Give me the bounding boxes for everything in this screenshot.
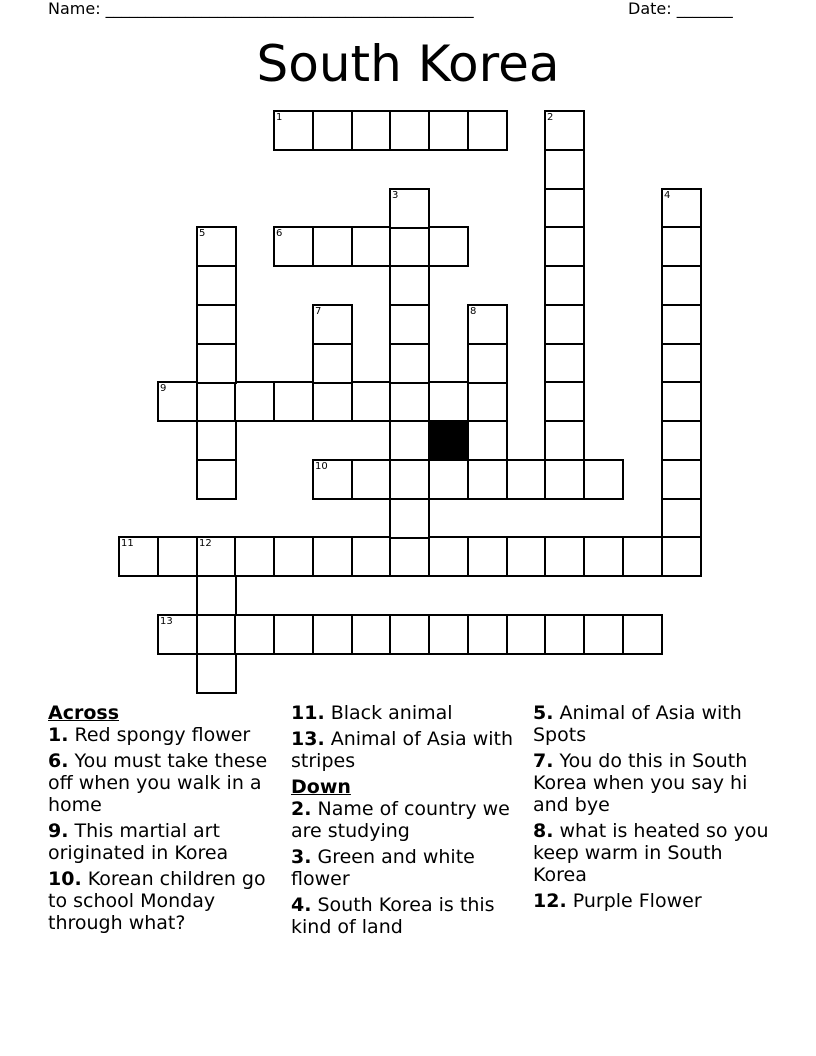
clue-number-label: 11 [121, 538, 134, 549]
grid-cell[interactable] [622, 536, 663, 577]
clue-number-label: 2 [547, 112, 554, 123]
grid-cell[interactable] [312, 459, 353, 500]
black-cell [428, 420, 469, 461]
clue-number-label: 1 [276, 112, 283, 123]
grid-cell[interactable] [389, 459, 430, 500]
grid-cell[interactable] [544, 420, 585, 461]
grid-cell[interactable] [428, 536, 469, 577]
down-heading: Down [291, 776, 351, 798]
grid-cell[interactable] [583, 459, 624, 500]
clue-number-label: 7 [315, 306, 322, 317]
grid-cell[interactable] [389, 304, 430, 345]
grid-cell[interactable] [544, 304, 585, 345]
grid-cell[interactable] [273, 614, 314, 655]
clue-text: Animal of Asia with stripes [291, 728, 514, 772]
grid-cell[interactable] [428, 459, 469, 500]
grid-cell[interactable] [428, 226, 469, 267]
grid-cell[interactable] [196, 226, 237, 267]
clue-across-1 [48, 724, 284, 746]
grid-cell[interactable] [544, 536, 585, 577]
clue-number: 4. [291, 894, 312, 916]
clue-text: Animal of Asia with Spots [533, 702, 742, 746]
grid-cell[interactable] [544, 149, 585, 190]
grid-cell[interactable] [196, 265, 237, 306]
clue-number: 2. [291, 798, 312, 820]
grid-cell[interactable] [661, 188, 702, 229]
grid-cell[interactable] [661, 343, 702, 384]
grid-cell[interactable] [544, 614, 585, 655]
clue-text: You do this in South Korea when you say hi and bye [533, 750, 748, 816]
grid-cell[interactable] [428, 614, 469, 655]
clue-across-10 [48, 868, 284, 934]
grid-cell[interactable] [312, 226, 353, 267]
grid-cell[interactable] [234, 381, 275, 422]
clue-number: 6. [48, 750, 69, 772]
grid-cell[interactable] [351, 226, 392, 267]
clue-down-12 [533, 890, 773, 912]
grid-cell[interactable] [467, 110, 508, 151]
clue-number-label: 12 [199, 538, 212, 549]
grid-cell[interactable] [467, 304, 508, 345]
clue-number: 8. [533, 820, 554, 842]
grid-cell[interactable] [389, 420, 430, 461]
grid-cell[interactable] [467, 459, 508, 500]
clue-number: 3. [291, 846, 312, 868]
grid-cell[interactable] [351, 381, 392, 422]
grid-cell[interactable] [389, 343, 430, 384]
grid-cell[interactable] [157, 381, 198, 422]
grid-cell[interactable] [467, 614, 508, 655]
name-field-label: Name: ______________________________________________ [48, 0, 474, 18]
clue-across-6 [48, 750, 284, 816]
clue-number-label: 10 [315, 461, 328, 472]
clue-number: 5. [533, 702, 554, 724]
clue-number-label: 4 [664, 190, 671, 201]
grid-cell[interactable] [661, 304, 702, 345]
grid-cell[interactable] [389, 265, 430, 306]
grid-cell[interactable] [622, 614, 663, 655]
clues-column-1 [48, 702, 284, 938]
clue-down-8 [533, 820, 773, 886]
grid-cell[interactable] [196, 420, 237, 461]
clue-number-label: 6 [276, 228, 283, 239]
grid-cell[interactable] [312, 381, 353, 422]
grid-cell[interactable] [389, 498, 430, 539]
grid-cell[interactable] [157, 614, 198, 655]
clue-text: Name of country we are studying [291, 798, 510, 842]
date-field-label: Date: _______ [628, 0, 733, 18]
clue-number: 12. [533, 890, 567, 912]
grid-cell[interactable] [196, 653, 237, 694]
grid-cell[interactable] [544, 110, 585, 151]
grid-cell[interactable] [661, 536, 702, 577]
clue-text: Green and white flower [291, 846, 475, 890]
grid-cell[interactable] [583, 614, 624, 655]
grid-cell[interactable] [389, 614, 430, 655]
grid-cell[interactable] [273, 536, 314, 577]
grid-cell[interactable] [157, 536, 198, 577]
grid-cell[interactable] [661, 265, 702, 306]
clue-text: what is heated so you keep warm in South Korea [533, 820, 769, 886]
clue-number-label: 8 [470, 306, 477, 317]
grid-cell[interactable] [506, 614, 547, 655]
grid-cell[interactable] [312, 304, 353, 345]
clue-number: 11. [291, 702, 325, 724]
grid-cell[interactable] [544, 381, 585, 422]
grid-cell[interactable] [196, 614, 237, 655]
grid-cell[interactable] [196, 381, 237, 422]
grid-cell[interactable] [196, 575, 237, 616]
clues-column-2 [291, 702, 527, 942]
clue-number: 10. [48, 868, 82, 890]
grid-cell[interactable] [389, 536, 430, 577]
clue-number-label: 13 [160, 616, 173, 627]
clue-down-7 [533, 750, 773, 816]
grid-cell[interactable] [196, 536, 237, 577]
grid-cell[interactable] [273, 226, 314, 267]
clue-down-4 [291, 894, 527, 938]
clue-number: 13. [291, 728, 325, 750]
grid-cell[interactable] [351, 536, 392, 577]
grid-cell[interactable] [467, 343, 508, 384]
grid-cell[interactable] [661, 381, 702, 422]
clue-down-5 [533, 702, 773, 746]
clue-number-label: 9 [160, 383, 167, 394]
grid-cell[interactable] [467, 536, 508, 577]
clue-across-13 [291, 728, 527, 772]
grid-cell[interactable] [467, 420, 508, 461]
grid-cell[interactable] [389, 226, 430, 267]
grid-cell[interactable] [389, 188, 430, 229]
clue-text: Purple Flower [566, 890, 702, 912]
grid-cell[interactable] [351, 459, 392, 500]
clue-text: You must take these off when you walk in a home [48, 750, 268, 816]
grid-cell[interactable] [428, 110, 469, 151]
grid-cell[interactable] [196, 343, 237, 384]
grid-cell[interactable] [661, 226, 702, 267]
grid-cell[interactable] [544, 226, 585, 267]
clue-number: 7. [533, 750, 554, 772]
grid-cell[interactable] [661, 498, 702, 539]
grid-cell[interactable] [544, 343, 585, 384]
clue-number-label: 3 [392, 190, 399, 201]
grid-cell[interactable] [312, 536, 353, 577]
grid-cell[interactable] [234, 614, 275, 655]
clue-text: This martial art originated in Korea [48, 820, 229, 864]
clues-column-3 [533, 702, 773, 916]
grid-cell[interactable] [544, 188, 585, 229]
clue-text: Red spongy flower [68, 724, 251, 746]
grid-cell[interactable] [118, 536, 159, 577]
grid-cell[interactable] [389, 110, 430, 151]
page-title: South Korea [256, 35, 560, 93]
clue-text: Korean children go to school Monday through what? [48, 868, 266, 934]
clue-down-2 [291, 798, 527, 842]
clue-across-11 [291, 702, 527, 724]
grid-cell[interactable] [196, 459, 237, 500]
clue-number: 1. [48, 724, 69, 746]
grid-cell[interactable] [312, 110, 353, 151]
grid-cell[interactable] [661, 459, 702, 500]
clue-text: Black animal [324, 702, 453, 724]
clue-number: 9. [48, 820, 69, 842]
grid-cell[interactable] [351, 614, 392, 655]
grid-cell[interactable] [273, 381, 314, 422]
grid-cell[interactable] [544, 459, 585, 500]
grid-cell[interactable] [234, 536, 275, 577]
grid-cell[interactable] [506, 536, 547, 577]
grid-cell[interactable] [389, 381, 430, 422]
grid-cell[interactable] [544, 265, 585, 306]
across-heading: Across [48, 702, 120, 724]
grid-cell[interactable] [506, 459, 547, 500]
grid-cell[interactable] [661, 420, 702, 461]
clue-text: South Korea is this kind of land [291, 894, 495, 938]
grid-cell[interactable] [583, 536, 624, 577]
grid-cell[interactable] [467, 381, 508, 422]
grid-cell[interactable] [312, 614, 353, 655]
grid-cell[interactable] [312, 343, 353, 384]
clue-down-3 [291, 846, 527, 890]
clue-number-label: 5 [199, 228, 206, 239]
grid-cell[interactable] [351, 110, 392, 151]
grid-cell[interactable] [196, 304, 237, 345]
grid-cell[interactable] [428, 381, 469, 422]
clue-across-9 [48, 820, 284, 864]
grid-cell[interactable] [273, 110, 314, 151]
